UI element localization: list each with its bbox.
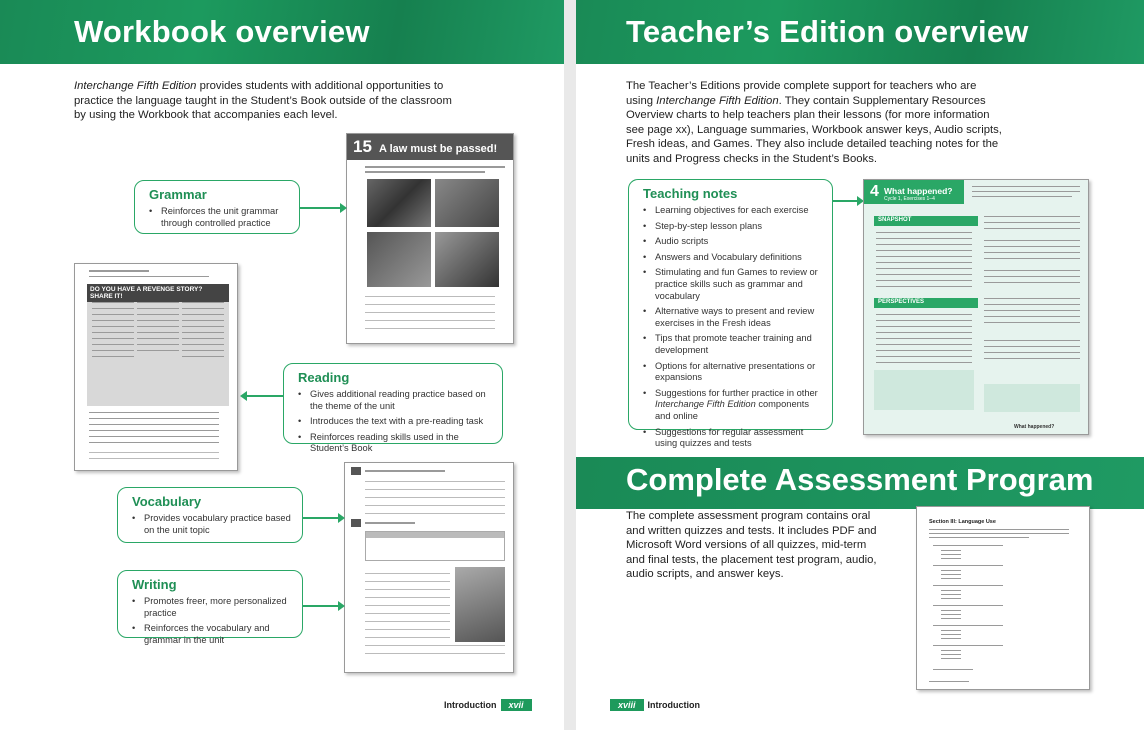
writing-item: • Promotes freer, more personalized practice — [132, 596, 292, 619]
unit-title: A law must be passed! — [379, 143, 498, 155]
workbook-page — [0, 0, 564, 730]
cyclist-photo — [455, 567, 505, 642]
grammar-item: • Reinforces the unit grammar through controlled practice — [149, 206, 289, 229]
teaching-notes-heading: Teaching notes — [643, 186, 738, 201]
page-footer: Introduction xvii — [444, 699, 532, 711]
reading-callout — [283, 363, 503, 454]
teaching-notes-item: • Stimulating and fun Games to review or practice skills such as grammar and vocabulary — [643, 267, 822, 302]
page-number: xvii — [501, 699, 532, 711]
teaching-notes-item: • Suggestions for further practice in other Interchange Fifth Edition components and online — [643, 388, 822, 423]
teaching-notes-item: • Alternative ways to present and review exercises in the Fresh ideas — [643, 306, 822, 329]
grammar-heading: Grammar — [149, 187, 207, 202]
reading-item: • Gives additional reading practice based on the theme of the unit — [298, 389, 492, 412]
reading-headline: DO YOU HAVE A REVENGE STORY? SHARE IT! — [87, 284, 229, 302]
reading-item: • Reinforces reading skills used in the Student’s Book — [298, 432, 492, 455]
photo — [435, 179, 499, 227]
vocabulary-heading: Vocabulary — [132, 494, 202, 509]
te-perspectives: PERSPECTIVES — [878, 299, 925, 305]
assessment-title: Complete Assessment Program — [626, 462, 1094, 497]
workbook-vocab-thumbnail — [344, 462, 514, 673]
workbook-banner — [0, 0, 564, 64]
unit-number: 15 — [353, 137, 372, 156]
te-banner — [576, 0, 1144, 64]
vocabulary-item: • Provides vocabulary practice based on the unit topic — [132, 513, 292, 536]
te-snapshot: SNAPSHOT — [878, 217, 912, 223]
te-intro: The Teacher’s Editions provide complete support for teachers who are using Interchange Fifth Edition. They contain Supplementary Resources Overview charts to help teachers plan their lessons (for more information see page xx), Language summaries, Workbook answer keys, Audio scripts, Fresh ideas, and Games. They also include detailed teaching notes for the units and Progress checks in the Student’s Books. — [626, 80, 1002, 165]
workbook-reading-thumbnail — [74, 263, 238, 471]
photo — [367, 179, 431, 227]
teaching-notes-item: • Options for alternative presentations or expansions — [643, 361, 822, 384]
photo — [367, 232, 431, 287]
teaching-notes-item: • Answers and Vocabulary definitions — [643, 252, 822, 264]
te-unit-thumbnail — [863, 179, 1089, 435]
reading-heading: Reading — [298, 370, 350, 385]
workbook-unit-thumbnail — [346, 133, 514, 344]
teaching-notes-item: • Suggestions for regular assessment using quizzes and tests — [643, 427, 822, 450]
teaching-notes-item: • Learning objectives for each exercise — [643, 205, 822, 217]
teaching-notes-callout — [628, 179, 833, 449]
page-title: Teacher’s Edition overview — [626, 14, 1029, 49]
writing-heading: Writing — [132, 577, 177, 592]
reading-item: • Introduces the text with a pre-reading task — [298, 416, 492, 428]
teaching-notes-item: • Tips that promote teacher training and development — [643, 333, 822, 356]
teaching-notes-item: • Audio scripts — [643, 236, 822, 248]
writing-item: • Reinforces the vocabulary and grammar in the unit — [132, 623, 292, 646]
vocabulary-callout — [117, 487, 303, 543]
photo — [435, 232, 499, 287]
workbook-intro: Interchange Fifth Edition provides students with additional opportunities to practice the language taught in the Student’s Book outside of the classroom by using the Workbook that accompanies each level. — [74, 80, 452, 122]
quiz-thumbnail — [916, 506, 1090, 690]
teachers-edition-page — [576, 0, 1144, 730]
assessment-text: The complete assessment program contains oral and written quizzes and tests. It includes PDF and Microsoft Word versions of all quizzes, mid-term and final tests, the placement test program, audio, audio scripts, and answer keys. — [626, 510, 877, 581]
quiz-heading: Section III: Language Use — [929, 519, 996, 525]
te-unit-title: What happened? — [884, 186, 953, 196]
page-number: xviii — [610, 699, 644, 711]
writing-callout — [117, 570, 303, 645]
assessment-banner — [576, 457, 1144, 509]
te-unit-number: 4 — [870, 183, 879, 200]
page-title: Workbook overview — [74, 14, 370, 49]
te-thumb-footer: What happened? — [1014, 424, 1055, 430]
reading-text-box — [87, 284, 229, 406]
grammar-callout — [134, 180, 300, 234]
page-footer: xviii Introduction — [610, 699, 700, 711]
teaching-notes-item: • Step-by-step lesson plans — [643, 221, 822, 233]
te-cycle: Cycle 1, Exercises 1–4 — [884, 196, 935, 202]
